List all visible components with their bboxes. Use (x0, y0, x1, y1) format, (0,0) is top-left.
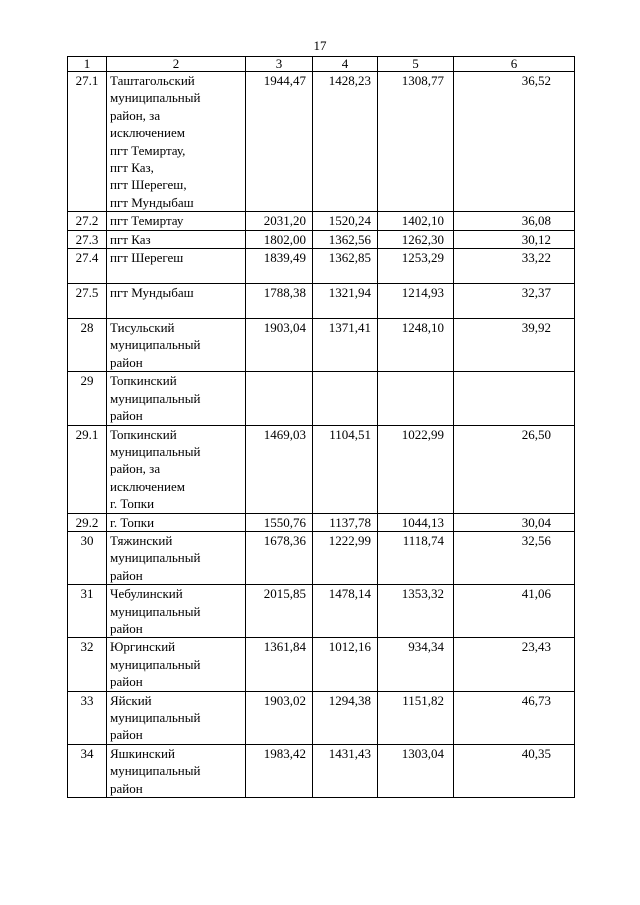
value-col6: 26,50 (454, 425, 575, 513)
value-col6: 30,04 (454, 513, 575, 531)
value-col3: 1469,03 (246, 425, 313, 513)
table-row (68, 638, 575, 691)
value-col6: 23,43 (454, 638, 575, 691)
row-number: 27.2 (68, 212, 107, 230)
territory-name: пгт Шерегеш (107, 249, 246, 284)
territory-name: Чебулинский муниципальный район (107, 585, 246, 638)
territory-name: Юргинский муниципальный район (107, 638, 246, 691)
table-row (68, 372, 575, 425)
value-col3: 1903,02 (246, 691, 313, 744)
table-row (68, 284, 575, 319)
table-row (68, 513, 575, 531)
table-header-row (68, 57, 575, 72)
value-col4: 1321,94 (313, 284, 378, 319)
value-col3: 1788,38 (246, 284, 313, 319)
value-col6: 32,56 (454, 531, 575, 584)
row-number: 34 (68, 744, 107, 797)
value-col5: 1214,93 (378, 284, 454, 319)
column-header-3: 3 (246, 57, 313, 72)
value-col5: 1044,13 (378, 513, 454, 531)
territory-name: пгт Мундыбаш (107, 284, 246, 319)
value-col4: 1362,85 (313, 249, 378, 284)
row-number: 27.4 (68, 249, 107, 284)
value-col5: 1118,74 (378, 531, 454, 584)
value-col3: 1983,42 (246, 744, 313, 797)
row-number: 31 (68, 585, 107, 638)
column-header-2: 2 (107, 57, 246, 72)
value-col3: 1361,84 (246, 638, 313, 691)
value-col3: 1678,36 (246, 531, 313, 584)
value-col3: 1944,47 (246, 72, 313, 212)
value-col5: 934,34 (378, 638, 454, 691)
table-row (68, 230, 575, 248)
value-col6: 40,35 (454, 744, 575, 797)
value-col4: 1428,23 (313, 72, 378, 212)
value-col3: 1903,04 (246, 319, 313, 372)
row-number: 30 (68, 531, 107, 584)
value-col3: 1550,76 (246, 513, 313, 531)
value-col4: 1362,56 (313, 230, 378, 248)
page-number: 17 (313, 38, 327, 53)
value-col6: 46,73 (454, 691, 575, 744)
column-header-1: 1 (68, 57, 107, 72)
table-row (68, 691, 575, 744)
value-col6: 36,08 (454, 212, 575, 230)
column-header-4: 4 (313, 57, 378, 72)
row-number: 27.3 (68, 230, 107, 248)
territory-name: Таштагольский муниципальный район, за исключением пгт Темиртау, пгт Каз, пгт Шерегеш, пгт Мундыбаш (107, 72, 246, 212)
value-col3: 1839,49 (246, 249, 313, 284)
value-col3: 1802,00 (246, 230, 313, 248)
value-col5: 1303,04 (378, 744, 454, 797)
value-col5: 1308,77 (378, 72, 454, 212)
table-row (68, 585, 575, 638)
value-col6: 41,06 (454, 585, 575, 638)
value-col4: 1478,14 (313, 585, 378, 638)
territory-name: Яйский муниципальный район (107, 691, 246, 744)
territory-name: Топкинский муниципальный район, за исключением г. Топки (107, 425, 246, 513)
value-col5 (378, 372, 454, 425)
value-col4: 1294,38 (313, 691, 378, 744)
value-col3 (246, 372, 313, 425)
territory-name: пгт Темиртау (107, 212, 246, 230)
row-number: 29.1 (68, 425, 107, 513)
table-row (68, 212, 575, 230)
value-col5: 1151,82 (378, 691, 454, 744)
table-row (68, 425, 575, 513)
table-row (68, 744, 575, 797)
table-row (68, 319, 575, 372)
value-col6: 36,52 (454, 72, 575, 212)
territory-name: г. Топки (107, 513, 246, 531)
value-col5: 1353,32 (378, 585, 454, 638)
value-col4: 1371,41 (313, 319, 378, 372)
territory-name: Тяжинский муниципальный район (107, 531, 246, 584)
value-col5: 1022,99 (378, 425, 454, 513)
value-col4: 1520,24 (313, 212, 378, 230)
value-col6: 30,12 (454, 230, 575, 248)
value-col5: 1402,10 (378, 212, 454, 230)
table-body (68, 72, 575, 798)
territory-name: Топкинский муниципальный район (107, 372, 246, 425)
row-number: 29.2 (68, 513, 107, 531)
value-col5: 1262,30 (378, 230, 454, 248)
row-number: 32 (68, 638, 107, 691)
territory-name: Яшкинский муниципальный район (107, 744, 246, 797)
territory-name: пгт Каз (107, 230, 246, 248)
value-col4: 1012,16 (313, 638, 378, 691)
tariff-table (67, 56, 575, 798)
row-number: 33 (68, 691, 107, 744)
value-col4: 1222,99 (313, 531, 378, 584)
value-col4: 1104,51 (313, 425, 378, 513)
value-col6: 39,92 (454, 319, 575, 372)
value-col3: 2015,85 (246, 585, 313, 638)
row-number: 27.5 (68, 284, 107, 319)
value-col6 (454, 372, 575, 425)
table-row (68, 531, 575, 584)
value-col6: 32,37 (454, 284, 575, 319)
value-col4: 1431,43 (313, 744, 378, 797)
row-number: 27.1 (68, 72, 107, 212)
value-col4 (313, 372, 378, 425)
table-row (68, 249, 575, 284)
column-header-6: 6 (454, 57, 575, 72)
value-col5: 1253,29 (378, 249, 454, 284)
row-number: 28 (68, 319, 107, 372)
value-col3: 2031,20 (246, 212, 313, 230)
column-header-5: 5 (378, 57, 454, 72)
territory-name: Тисульский муниципальный район (107, 319, 246, 372)
table-row (68, 72, 575, 212)
value-col5: 1248,10 (378, 319, 454, 372)
value-col6: 33,22 (454, 249, 575, 284)
value-col4: 1137,78 (313, 513, 378, 531)
row-number: 29 (68, 372, 107, 425)
